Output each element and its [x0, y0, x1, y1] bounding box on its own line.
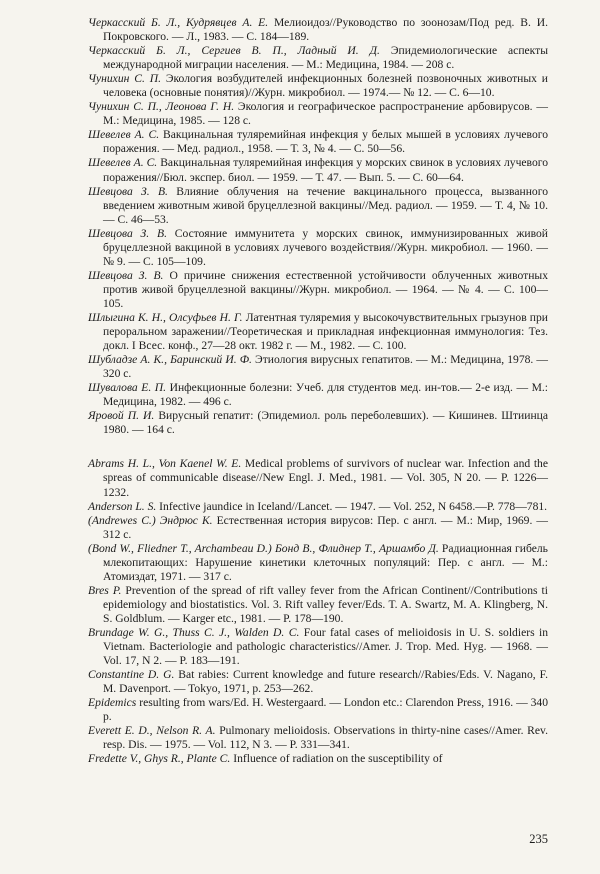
reference-author: Fredette V., Ghys R., Plante C.: [88, 752, 231, 766]
reference-text: Four fatal cases of melioidosis in U. S. soldiers in Vietnam. Bacteriologie and pathologic characteristics//Amer. J. Trop. Med. Hyg. — 1968. — Vol. 17, N 2. — P. 183—191.: [103, 625, 548, 668]
reference-author: Epidemics: [88, 696, 137, 710]
reference-entry: [88, 156, 548, 184]
reference-entry: [88, 542, 548, 584]
reference-entry: [88, 269, 548, 311]
reference-text: Вакцинальная туляремийная инфекция у морских свинок в условиях лучевого поражения//Бюл. экспер. биол. — 1959. — Т. 47. — Вып. 5. — С. 60—64.: [103, 156, 549, 184]
reference-text: Эпидемиологические аспекты международной миграции населения. — М.: Медицина, 1984. — 208 с.: [103, 44, 549, 72]
reference-entry: [88, 311, 548, 353]
reference-author: (Bond W., Fliedner T., Archambeau D.) Бонд В., Флиднер Т., Аршамбо Д.: [88, 541, 439, 555]
reference-entry: [88, 457, 548, 499]
reference-text: Вакцинальная туляремийная инфекция у белых мышей в условиях лучевого поражения. — Мед. радиол., 1958. — Т. 3, № 4. — С. 50—56.: [103, 128, 549, 156]
reference-entry: [88, 696, 548, 724]
reference-entry: [88, 353, 548, 381]
reference-entry: [88, 626, 548, 668]
reference-text: Medical problems of survivors of nuclear war. Infection and the spreas of communicable disease//New Engl. J. Med., 1981. — Vol. 305, N 20. — P. 1226—1232.: [103, 457, 548, 499]
reference-author: Constantine D. G.: [88, 668, 175, 682]
reference-entry: [88, 128, 548, 156]
reference-author: Abrams H. L., Von Kaenel W. E.: [88, 457, 242, 471]
reference-author: Шевцова З. В.: [88, 226, 167, 240]
reference-text: Influence of radiation on the susceptibility of: [230, 752, 443, 766]
reference-text: Экология возбудителей инфекционных болезней позвоночных животных и человека (основные понятия)//Журн. микробиол. — 1974.— № 12. — С. 6—10.: [103, 72, 548, 100]
reference-text: Экология и географическое распространение арбовирусов. — М.: Медицина, 1985. — 128 с.: [103, 100, 548, 128]
reference-text: Мелиоидоз//Руководство по зоонозам/Под ред. В. И. Покровского. — Л., 1983. — С. 184—189.: [103, 16, 548, 44]
russian-references: [88, 16, 548, 437]
page-number: 235: [529, 832, 548, 846]
reference-text: Состояние иммунитета у морских свинок, иммунизированных живой бруцеллезной вакциной в условиях лучевого воздействия//Журн. микробиол. — 1960. — № 9. — С. 105—109.: [103, 226, 548, 268]
foreign-references: [88, 457, 548, 766]
reference-author: Шевцова З. В.: [88, 268, 164, 282]
reference-author: Черкасский Б. Л., Кудрявцев А. Е.: [88, 16, 269, 29]
reference-text: Infective jaundice in Iceland//Lancet. — 1947. — Vol. 252, N 6458.—P. 778—781.: [156, 499, 548, 513]
reference-entry: [88, 724, 548, 752]
reference-entry: [88, 500, 548, 514]
reference-author: Черкасский Б. Л., Сергиев В. П., Ладный И. Д.: [88, 44, 380, 58]
reference-text: Pulmonary melioidosis. Observations in thirty-nine cases//Amer. Rev. resp. Dis. — 1975. — Vol. 112, N 3. — P. 331—341.: [103, 724, 548, 752]
section-gap: [88, 437, 548, 457]
reference-entry: [88, 100, 548, 128]
reference-author: Шевелев А. С.: [88, 128, 160, 142]
reference-author: Яровой П. И.: [88, 409, 155, 423]
reference-author: Шевцова З. В.: [88, 184, 168, 198]
reference-text: Инфекционные болезни: Учеб. для студентов мед. ин-тов.— 2-е изд. — М.: Медицина, 1982. — 496 с.: [103, 381, 548, 409]
reference-author: Чунихин С. П.: [88, 72, 161, 86]
reference-author: Шевелев А. С.: [88, 156, 158, 170]
reference-author: Шлыгина К. Н., Олсуфьев Н. Г.: [88, 310, 243, 324]
reference-entry: [88, 185, 548, 227]
reference-text: Радиационная гибель млекопитающих: Нарушение кинетики клеточных популяций: Пер. с англ. — М.: Атомиздат, 1971. — 317 с.: [103, 541, 548, 583]
reference-author: Everett E. D., Nelson R. A.: [88, 724, 216, 738]
reference-text: Латентная туляремия у высокочувствительных грызунов при пероральном заражении//Теоретическая и прикладная инфекционная иммунология: Тез. докл. I Всес. конф., 27—28 окт. 1982 г. — М., 1982. — С. 100.: [103, 310, 548, 353]
reference-text: Вирусный гепатит: (Эпидемиол. роль переболевших). — Кишинев. Штиинца 1980. — 164 с.: [103, 409, 548, 437]
reference-entry: [88, 409, 548, 437]
reference-text: Этиология вирусных гепатитов. — М.: Медицина, 1978. — 320 с.: [103, 353, 549, 381]
reference-entry: [88, 668, 548, 696]
reference-entry: [88, 227, 548, 269]
reference-text: О причине снижения естественной устойчивости облученных животных против живой бруцеллезной вакцины//Журн. микробиол. — 1964. — № 4. — С. 100—105.: [103, 268, 548, 310]
reference-text: Влияние облучения на течение вакцинального процесса, вызванного введением животным живой бруцеллезной вакцины//Мед. радиол. — 1959. — Т. 4, № 10. — С. 46—53.: [103, 184, 548, 226]
reference-author: Шувалова Е. П.: [88, 381, 167, 395]
reference-author: Anderson L. S.: [88, 499, 157, 513]
reference-entry: [88, 44, 548, 72]
reference-entry: [88, 72, 548, 100]
reference-author: Bres P.: [88, 583, 122, 597]
reference-entry: [88, 514, 548, 542]
reference-text: Prevention of the spread of rift valley fever from the African Continent//Contributions ti epidemiology and biostatistics. Vol. 3. Rift valley fever/Eds. T. A. Swartz, M. A. Klingberg, N. S. Goldblum. — Karger etc., 1981. — P. 178—190.: [103, 583, 548, 625]
reference-author: Шубладзе А. К., Баринский И. Ф.: [88, 353, 252, 367]
reference-text: resulting from wars/Ed. H. Westergaard. — London etc.: Clarendon Press, 1916. — 340 p.: [103, 696, 548, 724]
reference-author: (Andrewes C.) Эндрюс К.: [88, 513, 213, 527]
reference-entry: [88, 16, 548, 44]
reference-entry: [88, 584, 548, 626]
reference-text: Естественная история вирусов: Пер. с англ. — М.: Мир, 1969. — 312 с.: [103, 513, 548, 541]
reference-author: Чунихин С. П., Леонова Г. Н.: [88, 100, 235, 114]
reference-entry: [88, 381, 548, 409]
reference-text: Bat rabies: Current knowledge and future research//Rabies/Eds. V. Nagano, F. M. Davenport. — Tokyo, 1971, p. 253—262.: [103, 668, 548, 696]
reference-author: Brundage W. G., Thuss C. J., Walden D. C.: [88, 625, 300, 639]
reference-entry: [88, 752, 548, 766]
